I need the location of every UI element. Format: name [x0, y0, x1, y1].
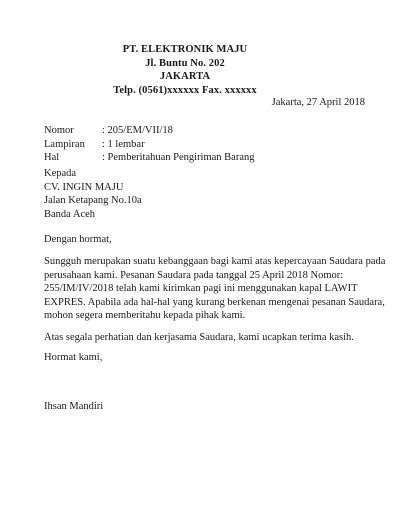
letter-meta [44, 124, 255, 165]
body-line: Sungguh merupakan suatu kebanggaan bagi kami atas kepercayaan Saudara pada [44, 256, 386, 267]
recipient-kepada: Kepada [44, 168, 77, 179]
closing: Hormat kami, [44, 352, 103, 363]
body-line: 255/IM/IV/2018 telah kami kirimkan pagi ini menggunakan kapal LAWIT [44, 283, 358, 294]
recipient-city: Banda Aceh [44, 208, 96, 220]
company-city: JAKARTA [159, 71, 211, 82]
signer-name: Ihsan Mandiri [44, 401, 104, 412]
meta-label: Lampiran [44, 138, 85, 150]
meta-row-lampiran [44, 138, 255, 152]
body-line: EXPRES. Apabila ada hal-hal yang kurang berkenan mengenai pesanan Saudara, [44, 296, 385, 308]
meta-row-nomor [44, 124, 255, 138]
salutation: Dengan hormat, [44, 234, 112, 245]
company-contact: Telp. (0561)xxxxxx Fax. xxxxxx [113, 84, 257, 96]
letterhead [0, 43, 370, 97]
recipient-block [44, 167, 142, 221]
body-line: perusahaan kami. Pesanan Saudara pada tanggal 25 April 2018 Nomor: [44, 269, 344, 281]
body-line: mohon segera memberitahu kepada pihak kami. [44, 310, 246, 321]
recipient-street: Jalan Ketapang No.10a [44, 195, 142, 206]
letter-date: Jakarta, 27 April 2018 [271, 97, 365, 108]
thanks-paragraph [44, 331, 354, 345]
recipient-name: CV. INGIN MAJU [44, 181, 124, 193]
body-paragraph [44, 255, 385, 323]
meta-value: : 205/EM/VII/18 [102, 125, 173, 136]
meta-row-hal [44, 151, 255, 165]
meta-label: Nomor [44, 125, 74, 136]
meta-value: : 1 lembar [102, 138, 145, 150]
company-name: PT. ELEKTRONIK MAJU [122, 44, 248, 55]
meta-value: : Pemberitahuan Pengiriman Barang [102, 152, 255, 163]
meta-label: Hal [44, 152, 60, 163]
company-address: Jl. Buntu No. 202 [145, 57, 225, 69]
thanks-line: Atas segala perhatian dan kerjasama Saudara, kami ucapkan terima kasih. [44, 332, 354, 343]
